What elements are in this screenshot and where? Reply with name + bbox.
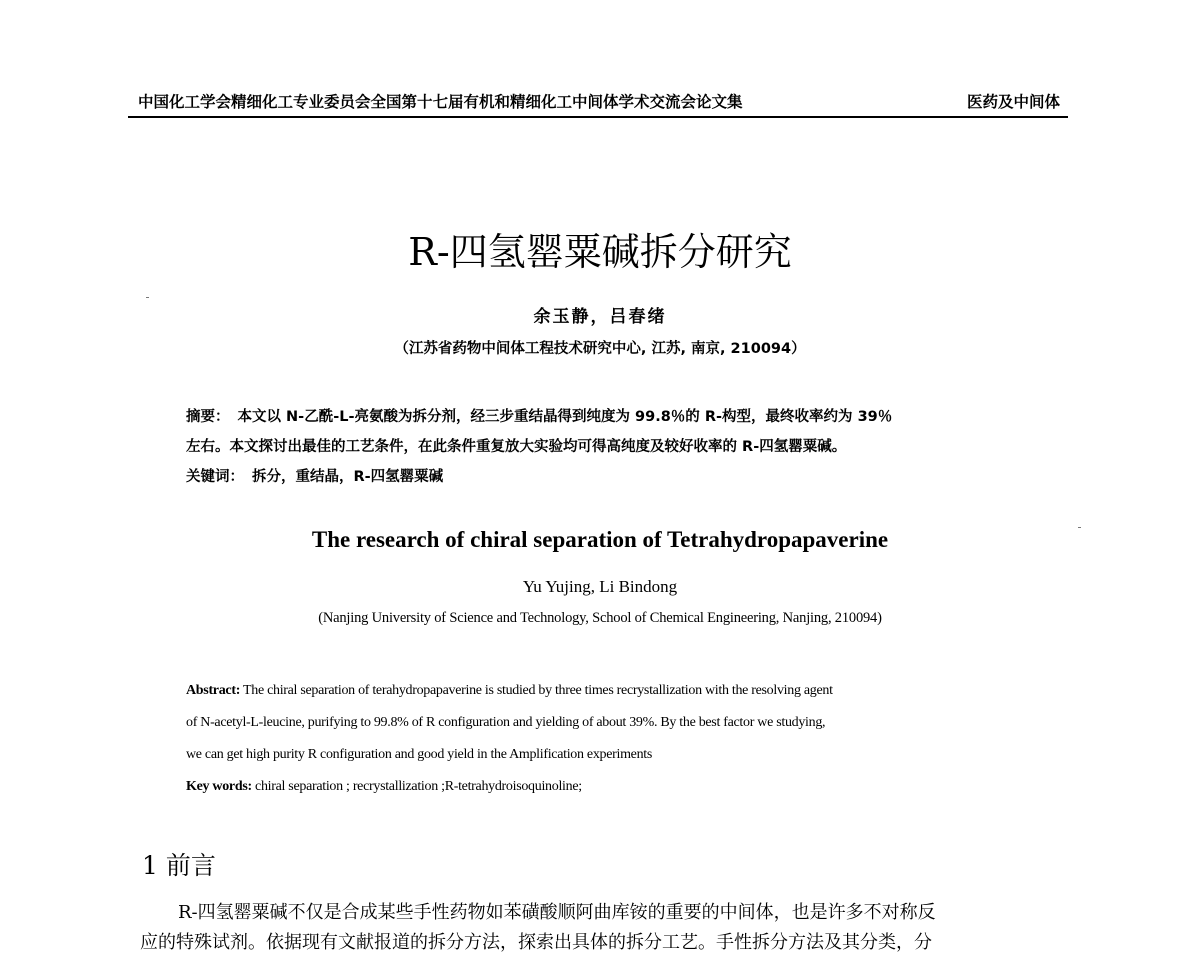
affiliation-en: (Nanjing University of Science and Technology, School of Chemical Engineering, Nanjing, 210094) [318, 610, 882, 626]
running-header-proceedings: 中国化工学会精细化工专业委员会全国第十七届有机和精细化工中间体学术交流会论文集 [138, 93, 743, 111]
keywords-cn [186, 462, 1026, 492]
authors-en: Yu Yujing, Li Bindong [522, 577, 678, 596]
scan-speck [1078, 527, 1081, 528]
section-1-heading: 1 前言 [142, 851, 216, 880]
abstract-cn [186, 402, 1026, 492]
abstract-en [186, 675, 1046, 803]
abstract-en-line-3: we can get high purity R configuration and good yield in the Amplification experiments [186, 747, 653, 762]
keywords-en-label: Key words: [186, 779, 252, 794]
keywords-en-text: chiral separation ; recrystallization ;R-tetrahydroisoquinoline; [255, 779, 582, 794]
section-1-line-2: 应的特殊试剂。依据现有文献报道的拆分方法，探索出具体的拆分工艺。手性拆分方法及其分类，分 [140, 932, 932, 953]
running-header [128, 88, 1068, 118]
abstract-en-text-1: The chiral separation of terahydropapaverine is studied by three times recrystallization with the resolving agent [243, 683, 833, 698]
affiliation-cn: （江苏省药物中间体工程技术研究中心, 江苏, 南京, 210094） [394, 341, 806, 357]
keywords-cn-label: 关键词： [186, 469, 244, 485]
abstract-cn-label: 摘要： [186, 409, 230, 425]
abstract-en-line-2: of N-acetyl-L-leucine, purifying to 99.8% of R configuration and yielding of about 39%. By the best factor we studying, [186, 715, 826, 730]
scan-speck [146, 297, 149, 298]
abstract-cn-line-2: 左右。本文探讨出最佳的工艺条件，在此条件重复放大实验均可得高纯度及较好收率的 R-四氢罂粟碱。 [186, 439, 847, 455]
section-1-line-1: R-四氢罂粟碱不仅是合成某些手性药物如苯磺酸顺阿曲库铵的重要的中间体，也是许多不对称反 [178, 902, 936, 923]
abstract-cn-line-1 [186, 402, 1026, 432]
abstract-en-line-1 [186, 675, 1046, 707]
paper-title-en: The research of chiral separation of Tetrahydropapaverine [311, 527, 889, 552]
abstract-cn-text-1: 本文以 N-乙酰-L-亮氨酸为拆分剂，经三步重结晶得到纯度为 99.8％的 R-构型，最终收率约为 39％ [237, 409, 893, 425]
section-1-body [140, 898, 1070, 958]
keywords-en [186, 771, 1046, 803]
authors-cn: 余玉静，吕春绪 [533, 307, 667, 327]
keywords-cn-text: 拆分，重结晶，R-四氢罂粟碱 [252, 469, 444, 485]
paper-title-cn: R-四氢罂粟碱拆分研究 [408, 230, 792, 274]
abstract-en-label: Abstract: [186, 683, 241, 698]
running-header-section: 医药及中间体 [966, 93, 1060, 111]
